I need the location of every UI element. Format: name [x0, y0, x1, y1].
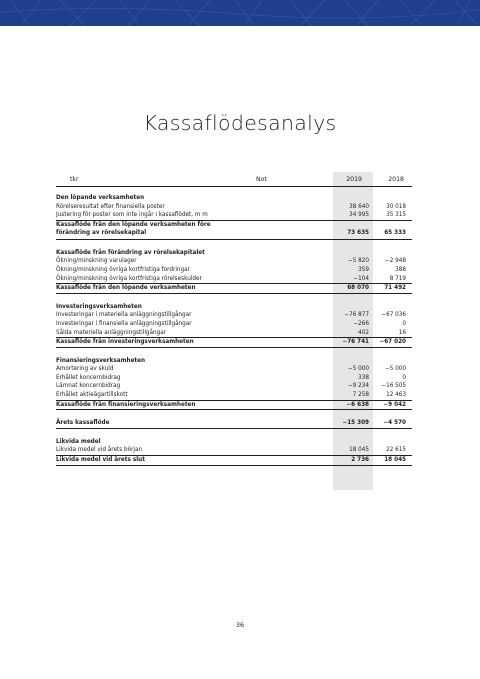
section-title-text: Investeringsverksamheten [56, 303, 142, 310]
table-row [56, 446, 412, 455]
total-row [56, 283, 412, 294]
section-title-text: Likvida medel [56, 438, 101, 445]
total-value-2019: 2 736 [351, 457, 369, 464]
table-row [56, 275, 412, 284]
section-title-text: Den löpande verksamheten [56, 195, 145, 201]
row-value-2019: −104 [353, 275, 369, 282]
row-value-2018: 16 [398, 329, 406, 336]
row-value-2019: 338 [358, 374, 369, 381]
year-cash-flow-2019: −15 309 [342, 420, 369, 427]
section-title [56, 303, 412, 312]
row-value-2019: 402 [358, 329, 369, 336]
year-cash-flow-row [56, 419, 412, 429]
row-value-2018: 35 315 [386, 212, 406, 219]
spacer [56, 187, 412, 194]
row-value-2018: 0 [402, 320, 406, 327]
table-row [56, 374, 412, 383]
total-value-2018: −9 042 [383, 401, 406, 408]
section-title-text: Finansieringsverksamheten [56, 357, 146, 364]
table-row [56, 329, 412, 338]
row-label: Investeringar i materiella anläggningstillgångar [56, 312, 192, 319]
row-value-2018: −16 505 [381, 383, 406, 390]
top-banner [0, 0, 480, 26]
row-value-2019: −5 820 [347, 258, 369, 265]
subtotal-value-2018: 65 333 [384, 230, 406, 237]
header-2019: 2019 [346, 176, 362, 183]
spacer [56, 429, 412, 438]
row-label: Justering för poster som inte ingår i kassaflödet, m m [56, 212, 208, 219]
row-label: Amortering av skuld [56, 366, 114, 373]
total-label: Kassaflöde från finansieringsverksamheten [56, 401, 196, 408]
total-label: Kassaflöde från investeringsverksamheten [56, 339, 194, 346]
row-value-2019: 359 [358, 266, 369, 273]
section-title-text: Kassaflöde från förändring av rörelsekapitalet [56, 249, 205, 256]
table-row [56, 211, 412, 220]
table-row [56, 382, 412, 391]
table-row [56, 320, 412, 329]
row-label: Lämnat koncernbidrag [56, 383, 121, 390]
subtotal-label: förändring av rörelsekapital [56, 230, 147, 237]
table-row [56, 257, 412, 266]
subtotal-label: Kassaflöde från den löpande verksamheten före [56, 221, 211, 228]
total-value-2018: −67 020 [379, 339, 406, 346]
spacer [56, 240, 412, 249]
total-value-2019: 68 070 [347, 285, 369, 292]
section-title [56, 249, 412, 258]
row-label: Ökning/minskning varulager [56, 258, 137, 265]
total-value-2018: 71 492 [384, 285, 406, 292]
total-row [56, 337, 412, 348]
banner-pattern [0, 0, 480, 26]
row-value-2018: 22 615 [386, 447, 406, 454]
page-title: Kassaflödesanalys [143, 111, 337, 135]
row-label: Ökning/minskning övriga kortfristiga rörelseskulder [56, 275, 202, 282]
row-value-2019: −76 877 [344, 312, 369, 319]
total-label: Kassaflöde från den löpande verksamheten [56, 285, 196, 292]
row-label: Erhållet koncernbidrag [56, 374, 121, 381]
row-label: Ökning/minskning övriga kortfristiga fordringar [56, 266, 190, 273]
subtotal-value-2019: 73 635 [347, 230, 369, 237]
total-row [56, 455, 412, 466]
header-note: Not [256, 176, 267, 183]
spacer [56, 348, 412, 357]
year-cash-flow-label: Årets kassaflöde [56, 420, 110, 427]
cash-flow-table [56, 173, 412, 466]
row-label: Sålda materiella anläggningstillgångar [56, 329, 167, 336]
section-title [56, 194, 412, 203]
total-row [56, 400, 412, 411]
row-value-2018: −67 036 [381, 312, 406, 319]
row-value-2019: −5 000 [347, 366, 369, 373]
table-row [56, 391, 412, 400]
row-value-2019: −266 [353, 320, 369, 327]
page-number: 36 [235, 621, 245, 629]
row-value-2018: −2 948 [384, 258, 406, 265]
row-value-2019: 34 995 [349, 212, 369, 219]
table-row [56, 203, 412, 212]
header-2018: 2018 [388, 176, 404, 183]
row-value-2018: 388 [395, 266, 406, 273]
total-value-2018: 18 045 [384, 457, 406, 464]
row-value-2018: 8 719 [389, 275, 406, 282]
header-unit: tkr [70, 176, 79, 183]
row-value-2019: 38 640 [349, 203, 369, 210]
table-header [56, 173, 412, 187]
table-row [56, 311, 412, 320]
row-value-2019: 18 045 [349, 447, 369, 454]
total-label: Likvida medel vid årets slut [56, 457, 145, 464]
row-value-2018: −5 000 [384, 366, 406, 373]
row-value-2018: 30 018 [386, 203, 406, 210]
table-row [56, 365, 412, 374]
row-label: Investeringar i finansiella anläggningstillgångar [56, 320, 192, 327]
spacer [56, 410, 412, 419]
row-label: Erhållet aktieägartillskott [56, 392, 128, 399]
row-value-2019: 7 258 [352, 392, 369, 399]
section-title [56, 357, 412, 366]
row-label: Likvida medel vid årets början [56, 447, 143, 454]
subtotal-row-line2 [56, 229, 412, 239]
row-value-2018: 0 [402, 374, 406, 381]
spacer [56, 294, 412, 303]
section-title [56, 438, 412, 447]
row-label: Rörelseresultat efter finansiella poster [56, 203, 165, 210]
total-value-2019: −76 741 [342, 339, 369, 346]
year-cash-flow-2018: −4 570 [383, 420, 406, 427]
subtotal-row-line1 [56, 220, 412, 230]
row-value-2018: 12 463 [386, 392, 406, 399]
table-row [56, 266, 412, 275]
row-value-2019: −9 234 [347, 383, 369, 390]
total-value-2019: −6 638 [346, 401, 369, 408]
